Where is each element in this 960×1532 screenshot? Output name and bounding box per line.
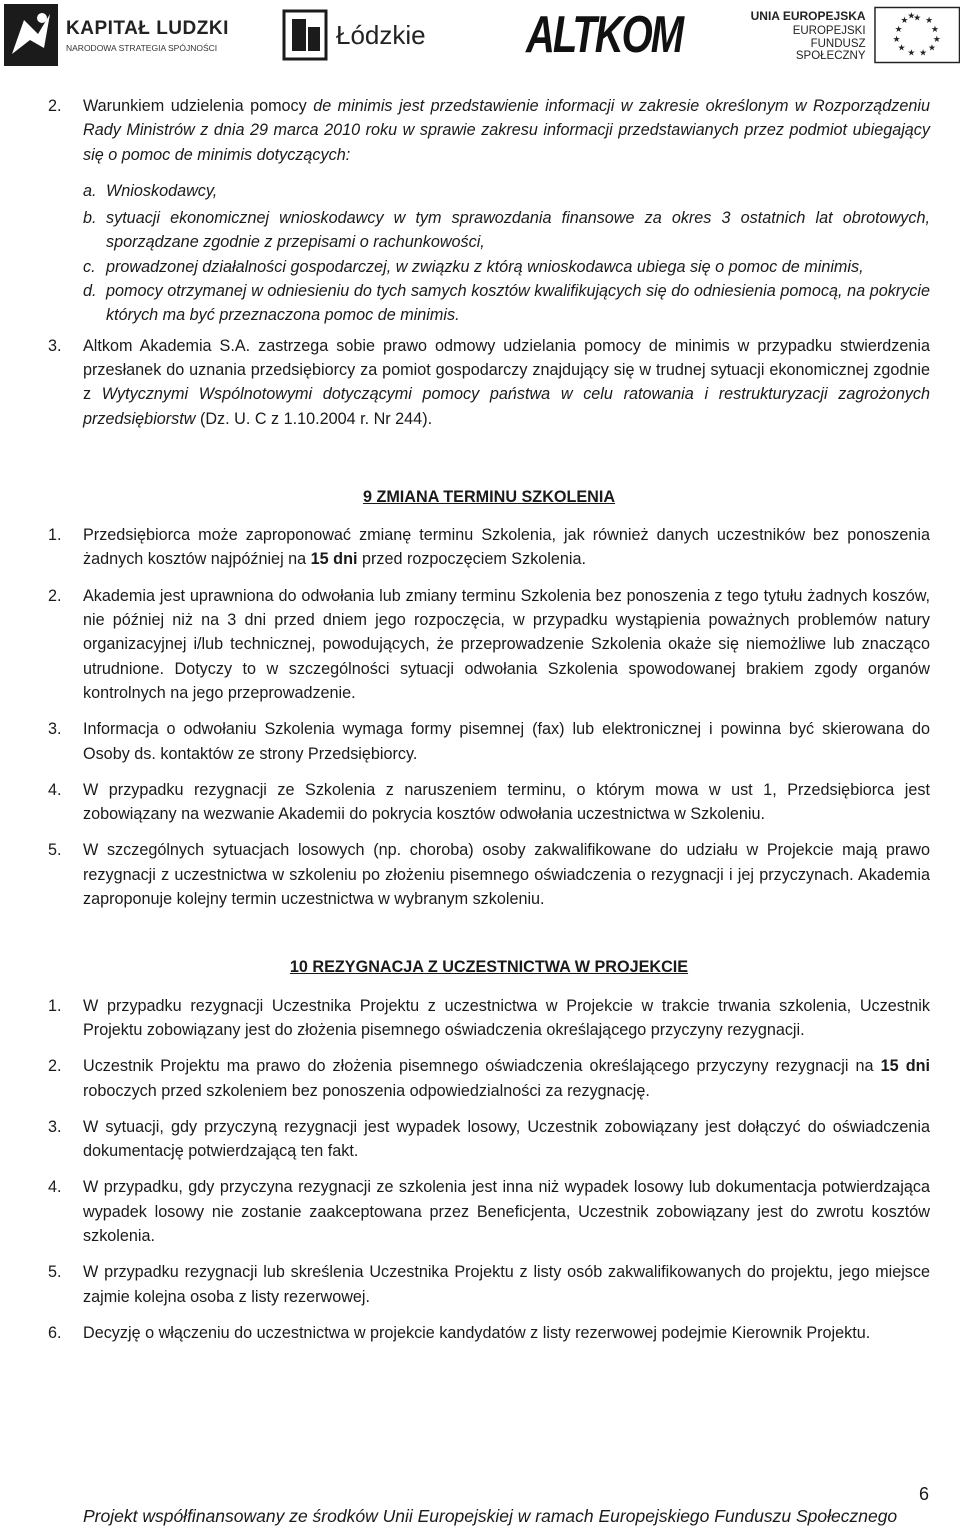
paragraph-number: 6. xyxy=(48,1323,62,1342)
paragraph-9-1 xyxy=(48,523,930,572)
eu-flag-icon xyxy=(874,6,960,64)
list-text: sytuacji ekonomicznej wnioskodawcy w tym sprawozdania finansowe za okres 3 ostatnich lat obrotowych, sporządzane zgodnie z przepisami o rachunkowości, xyxy=(106,209,930,252)
eu-efs-logo xyxy=(740,0,960,70)
altkom-logo xyxy=(526,0,682,70)
list-letter: a. xyxy=(83,181,97,200)
list-item xyxy=(83,255,930,279)
text-run-italic: de minimis xyxy=(313,97,393,115)
paragraph-number: 5. xyxy=(48,841,62,860)
paragraph-9-3 xyxy=(48,717,930,766)
section-10-heading: 10 REZYGNACJA Z UCZESTNICTWA W PROJEKCIE xyxy=(289,958,689,977)
list-text: prowadzonej działalności gospodarczej, w związku z którą wnioskodawca ubiega się o pomoc de minimis, xyxy=(106,257,864,276)
text-run-italic: jest przedstawienie informacji w zakresie określonym w Rozporządzeniu Rady Ministrów z dnia 29 marca 2010 roku w sprawie zakresu informacji przedstawianych przez podmiot ubiegający się o pomoc de minimis dotyczących: xyxy=(83,97,931,164)
text-run-bold: 15 dni xyxy=(880,1057,930,1076)
paragraph-number: 3. xyxy=(48,720,62,739)
lodzkie-title: Łódzkie xyxy=(336,19,426,50)
paragraph-10-6 xyxy=(48,1321,930,1345)
text-run: roboczych przed szkoleniem bez ponoszenia odpowiedzialności za rezygnację. xyxy=(83,1081,650,1100)
list-item xyxy=(83,279,930,328)
text-run-italic: Wytycznymi Wspólnotowymi dotyczącymi pomocy państwa w celu ratowania i restrukturyzacji zagrożonych przedsiębiorstw xyxy=(83,385,931,428)
paragraph-8-2 xyxy=(48,94,930,328)
svg-text:★: ★ xyxy=(906,48,915,59)
paragraph-9-4 xyxy=(48,778,930,827)
kapital-ludzki-logo xyxy=(4,0,229,70)
kapital-ludzki-emblem-icon xyxy=(4,4,58,66)
paragraph-8-3 xyxy=(48,334,930,431)
paragraph-number: 2. xyxy=(48,586,62,605)
paragraph-10-4 xyxy=(48,1175,930,1248)
paragraph-text: W przypadku rezygnacji Uczestnika Projektu z uczestnictwa w Projekcie w trakcie trwania szkolenia, Uczestnik Projektu zobowiązany jest do złożenia pisemnego oświadczenia określającego przyczyny rezygnacji. xyxy=(83,996,930,1039)
document-body xyxy=(48,94,930,1357)
paragraph-number: 4. xyxy=(48,780,62,799)
paragraph-number: 3. xyxy=(48,1117,62,1136)
paragraph-9-2 xyxy=(48,584,930,705)
list-text: Wnioskodawcy, xyxy=(106,181,218,200)
paragraph-10-5 xyxy=(48,1260,930,1309)
page-number: 6 xyxy=(919,1484,930,1504)
kapital-ludzki-subtitle: NARODOWA STRATEGIA SPÓJNOŚCI xyxy=(66,42,218,53)
paragraph-text: Informacja o odwołaniu Szkolenia wymaga formy pisemnej (fax) lub elektronicznej i powinna być skierowana do Osoby ds. kontaktów ze strony Przedsiębiorcy. xyxy=(83,720,930,763)
svg-text:★: ★ xyxy=(918,48,927,59)
footer-cofinancing-note: Projekt współfinansowany ze środków Unii Europejskiej w ramach Europejskiego Funduszu Społecznego xyxy=(83,1506,898,1526)
svg-text:★: ★ xyxy=(900,16,908,27)
text-run: Warunkiem udzielenia pomocy xyxy=(83,97,314,115)
eu-line3: FUNDUSZ SPOŁECZNY xyxy=(795,37,866,62)
text-run: (Dz. U. C z 1.10.2004 r. Nr 244). xyxy=(195,409,433,428)
svg-text:★: ★ xyxy=(932,34,941,45)
text-run: Przedsiębiorca może zaproponować zmianę terminu Szkolenia, jak również danych uczestników bez ponoszenia żadnych kosztów najpóźniej na xyxy=(83,526,930,569)
svg-text:★: ★ xyxy=(927,43,936,54)
paragraph-10-1 xyxy=(48,994,930,1043)
list-text: pomocy otrzymanej w odniesieniu do tych samych kosztów kwalifikujących się do odniesienia pomocą, na pokrycie których ma być przeznaczona pomoc de minimis. xyxy=(106,282,930,325)
paragraph-10-3 xyxy=(48,1115,930,1164)
altkom-title: ALTKOM xyxy=(526,5,683,63)
paragraph-text: W sytuacji, gdy przyczyną rezygnacji jest wypadek losowy, Uczestnik zobowiązany jest dołączyć do oświadczenia dokumentację potwierdzającą ten fakt. xyxy=(83,1117,930,1161)
list-item xyxy=(83,179,930,203)
list-letter: c. xyxy=(83,257,96,276)
sub-list xyxy=(83,179,930,328)
svg-text:★: ★ xyxy=(924,16,933,27)
list-item xyxy=(83,206,930,255)
svg-text:★: ★ xyxy=(892,34,901,45)
text-run: Altkom Akademia S.A. zastrzega sobie prawo odmowy udzielania pomocy de minimis w przypadku stwierdzenia przesłanek do uznania przedsiębiorcy za pomiot gospodarczy znajdujący się w trudnej sytuacji ekonomicznej zgodnie z xyxy=(83,336,930,404)
kapital-ludzki-title: KAPITAŁ LUDZKI xyxy=(66,17,229,39)
paragraph-number: 1. xyxy=(48,526,62,545)
list-letter: b. xyxy=(83,209,97,228)
lodzkie-logo xyxy=(282,0,426,70)
paragraph-10-2 xyxy=(48,1054,930,1103)
paragraph-number: 4. xyxy=(48,1178,62,1197)
svg-text:★: ★ xyxy=(912,13,921,24)
paragraph-text: Akademia jest uprawniona do odwołania lub zmiany terminu Szkolenia bez ponoszenia z tego tytułu żadnych koszów, nie później niż na 3 dni przed dniem jego rozpoczęcia, w przypadku wystąpienia poważnych problemów natury organizacyjnej i/lub technicznej, powodujących, że przeprowadzenie Szkolenia okaże się niemożliwe lub znacząco utrudnione. Dotyczy to w szczególności sytuacji odwołania Szkolenia spowodowanej brakiem zgody organów kontrolnych na jego przeprowadzenie. xyxy=(83,586,930,702)
paragraph-text: Decyzję o włączeniu do uczestnictwa w projekcie kandydatów z listy rezerwowej podejmie Kierownik Projektu. xyxy=(83,1323,871,1342)
paragraph-number: 1. xyxy=(48,996,62,1015)
svg-text:★: ★ xyxy=(930,25,939,36)
text-run-bold: 15 dni xyxy=(310,550,358,569)
paragraph-number: 5. xyxy=(48,1263,62,1282)
list-letter: d. xyxy=(83,282,97,301)
svg-text:★: ★ xyxy=(894,25,903,36)
text-run: przed rozpoczęciem Szkolenia. xyxy=(357,550,586,569)
text-run: Uczestnik Projektu ma prawo do złożenia pisemnego oświadczenia określającego przyczyny rezygnacji na xyxy=(83,1057,881,1076)
paragraph-number: 2. xyxy=(48,97,62,115)
eu-line2: EUROPEJSKI xyxy=(792,24,866,37)
paragraph-text: W przypadku rezygnacji ze Szkolenia z naruszeniem terminu, o którym mowa w ust 1, Przedsiębiorca jest zobowiązany na wezwanie Akademii do pokrycia kosztów odwołania uczestnictwa w Szkoleniu. xyxy=(83,780,930,824)
svg-text:★: ★ xyxy=(906,11,915,22)
svg-text:★: ★ xyxy=(897,43,906,54)
paragraph-number: 2. xyxy=(48,1057,62,1076)
paragraph-number: 3. xyxy=(48,336,62,355)
paragraph-text: W przypadku, gdy przyczyna rezygnacji ze szkolenia jest inna niż wypadek losowy lub dokumentacja potwierdzająca wypadek losowy nie zostanie zaakceptowana przez Beneficjenta, Uczestnik zobowiązany jest do zwrotu kosztów szkolenia. xyxy=(83,1178,930,1245)
paragraph-text: W przypadku rezygnacji lub skreślenia Uczestnika Projektu z listy osób zakwalifikowanych do projektu, jego miejsce zajmie kolejna osoba z listy rezerwowej. xyxy=(83,1263,930,1306)
header-logos xyxy=(0,0,960,78)
paragraph-9-5 xyxy=(48,838,930,911)
section-9-heading: 9 ZMIANA TERMINU SZKOLENIA xyxy=(362,487,616,506)
paragraph-text: W szczególnych sytuacjach losowych (np. choroba) osoby zakwalifikowane do udziału w Projekcie mają prawo rezygnacji z uczestnictwa w szkoleniu po złożeniu pisemnego oświadczenia o rezygnacji i jej przyczynach. Akademia zaproponuje kolejny termin uczestnictwa w wybranym szkoleniu. xyxy=(83,841,930,909)
eu-title: UNIA EUROPEJSKA xyxy=(750,8,866,23)
lodzkie-emblem-icon xyxy=(282,9,328,61)
